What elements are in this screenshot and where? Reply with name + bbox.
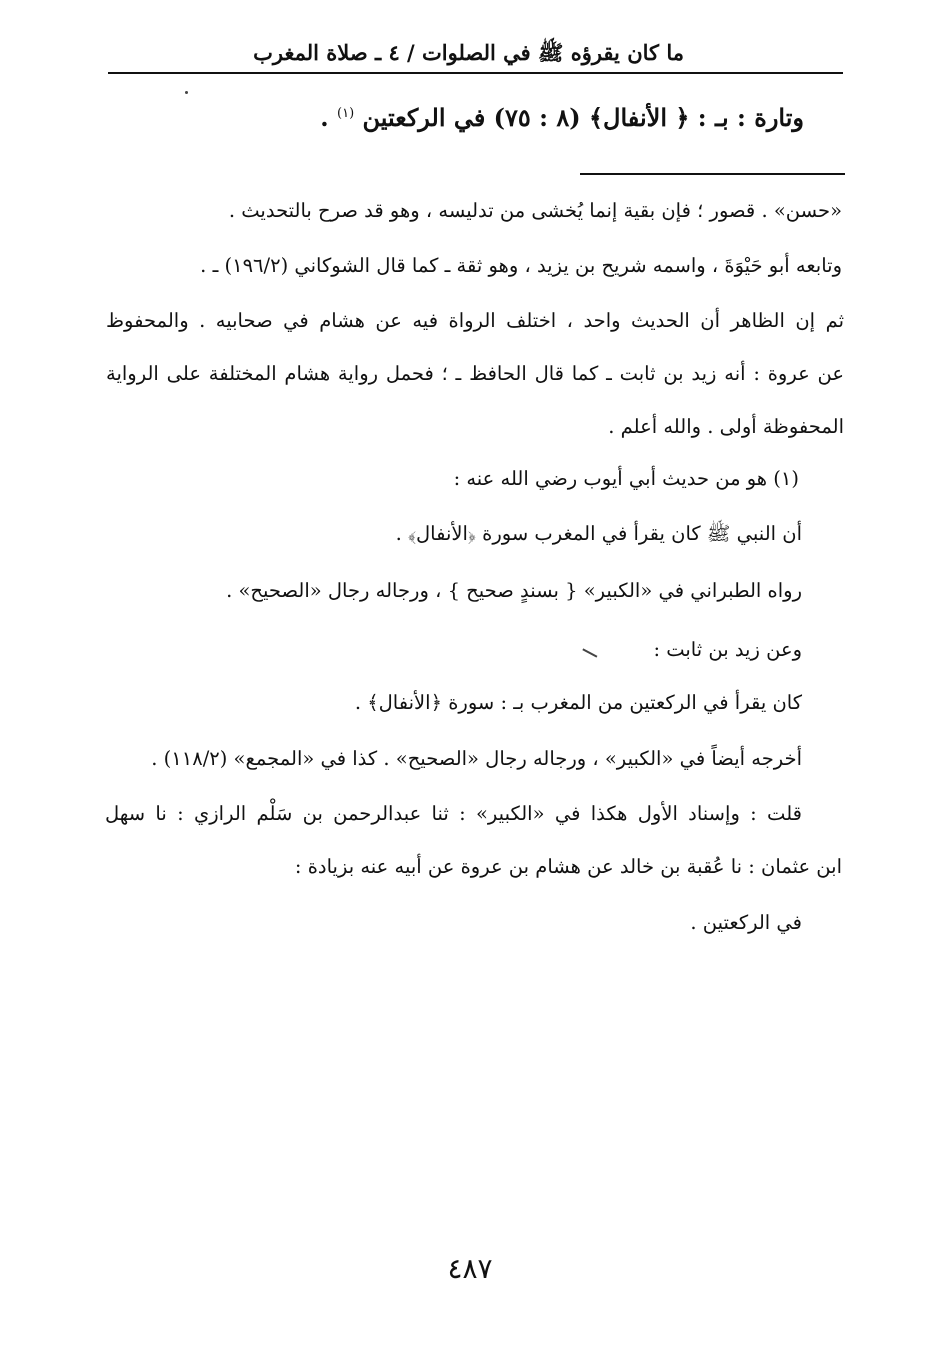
main-text-end: .: [320, 103, 337, 132]
footnote-line: المحفوظة أولى . والله أعلم .: [608, 415, 844, 438]
footnote-line: وتابعه أبو حَيْوَةَ ، واسمه شريح بن يزيد ، وهو ثقة ـ كما قال الشوكاني (١٩٦/٢) ـ .: [200, 254, 842, 277]
footnote-line: في الركعتين .: [690, 911, 802, 934]
scan-speck: [185, 91, 188, 94]
footnote-line: ابن عثمان : نا عُقبة بن خالد عن هشام بن عروة عن أبيه عنه بزيادة :: [294, 855, 842, 878]
page-number: ٤٨٧: [447, 1252, 493, 1285]
footnote-line: رواه الطبراني في «الكبير» { بسندٍ صحيح } ، ورجاله رجال «الصحيح» .: [226, 579, 802, 602]
footnote-line: وعن زيد بن ثابت :: [653, 638, 802, 661]
header-rule: [108, 72, 843, 74]
footnote-line: عن عروة : أنه زيد بن ثابت ـ كما قال الحافظ ـ ؛ فحمل رواية هشام المختلفة على الرواية: [106, 362, 844, 385]
footnote-line: قلت : وإسناد الأول هكذا في «الكبير» : ثنا عبدالرحمن بن سَلْم الرازي : نا سهل: [105, 802, 802, 825]
footnote-line: أخرجه أيضاً في «الكبير» ، ورجاله رجال «الصحيح» . كذا في «المجمع» (١١٨/٢) .: [151, 747, 802, 770]
footnote-line: «حسن» . قصور ؛ فإن بقية إنما يُخشى من تدليسه ، وهو قد صرح بالتحديث .: [228, 199, 842, 222]
main-text: وتارة : بـ : ﴿ الأنفال﴾ (٨ : ٧٥) في الركعتين: [362, 103, 804, 132]
scan-mark: [583, 648, 598, 657]
footnote-line: (١) هو من حديث أبي أيوب رضي الله عنه :: [453, 467, 799, 490]
footnote-line: كان يقرأ في الركعتين من المغرب بـ : سورة ﴿الأنفال﴾ .: [354, 691, 802, 714]
footnote-line: ثم إن الظاهر أن الحديث واحد ، اختلف الرواة فيه عن هشام في صحابيه . والمحفوظ: [106, 309, 844, 332]
footnote-marker: (١): [337, 106, 355, 121]
footnote-separator: [580, 173, 845, 175]
running-header: ما كان يقرؤه ﷺ في الصلوات / ٤ ـ صلاة المغرب: [253, 40, 684, 65]
footnote-line: أن النبي ﷺ كان يقرأ في المغرب سورة ﴿الأنفال﴾ .: [395, 522, 802, 545]
main-text-line: [320, 103, 804, 132]
